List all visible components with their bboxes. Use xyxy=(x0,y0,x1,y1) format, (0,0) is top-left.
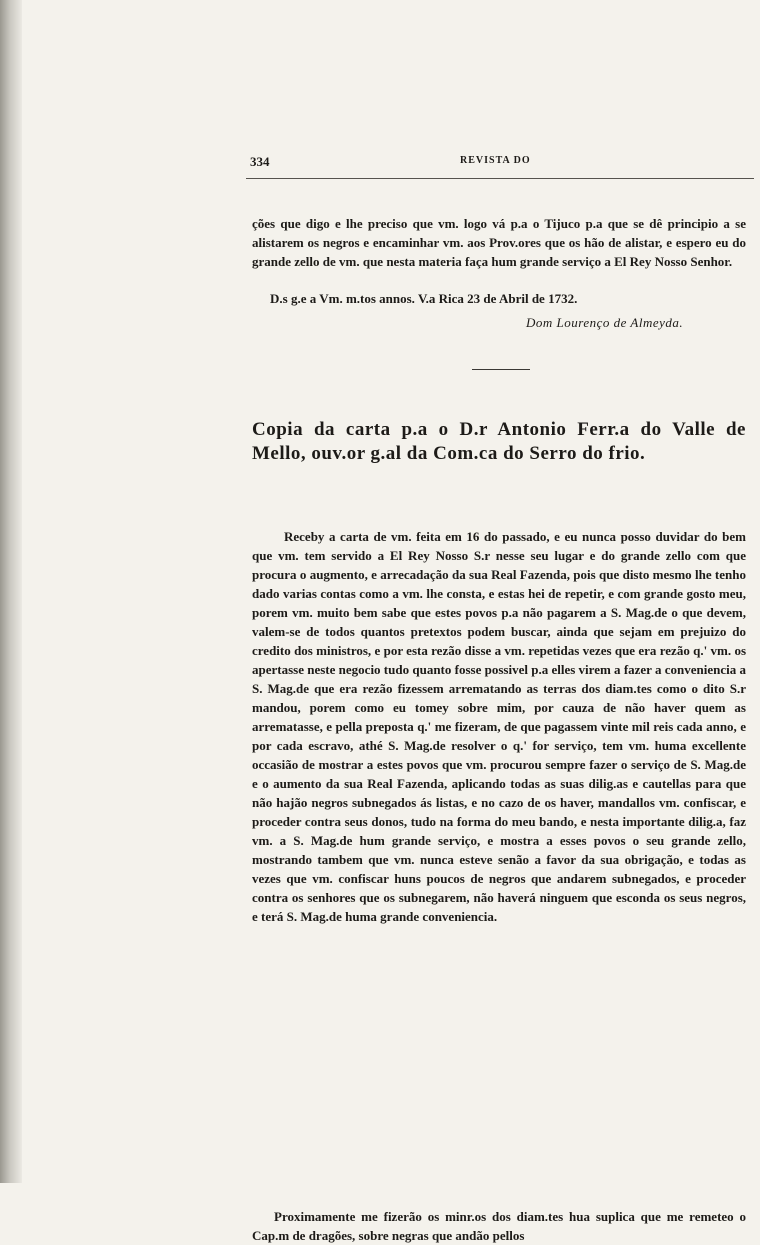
running-head: REVISTA DO xyxy=(460,155,531,166)
letter-title: Copia da carta p.a o D.r Antonio Ferr.a do Valle de Mello, ouv.or g.al da Com.ca do Serro do frio. xyxy=(252,418,746,464)
section-divider xyxy=(472,369,530,370)
page-number: 334 xyxy=(250,154,270,169)
signature: Dom Lourenço de Almeyda. xyxy=(526,315,684,330)
previous-letter-closing: D.s g.e a Vm. m.tos annos. V.a Rica 23 de Abril de 1732. xyxy=(270,291,578,306)
header-rule xyxy=(246,178,754,179)
previous-letter-body: ções que digo e lhe preciso que vm. logo vá p.a o Tijuco p.a que se dê principio a se alistarem os negros e encaminhar vm. aos Prov.ores que os hão de alistar, e espero eu do grande zello de vm. que nesta materia faça hum grande serviço a El Rey Nosso Senhor. xyxy=(252,216,746,269)
book-gutter-shadow xyxy=(0,0,22,1183)
letter-body: Receby a carta de vm. feita em 16 do passado, e eu nunca posso duvidar do bem que vm. tem servido a El Rey Nosso S.r nesse seu lugar e do grande zello com que procura o augmento, e arrecadação da sua Real Fazenda, pois que disto mesmo lhe tenho dado varias contas como a vm. lhe consta, e estas hei de repetir, e com grande gosto meu, porem vm. muito bem sabe que estes povos p.a não pagarem a S. Mag.de o que devem, valem-se de todos quantos pretextos podem buscar, ainda que sejam em prejuizo do credito dos ministros, e por esta rezão disse a vm. repetidas vezes que era rezão q.' vm. os apertasse neste negocio tudo quanto fosse possivel p.a elles virem a fazer a conveniencia a S. Mag.de que era rezão fizessem arrematando as terras dos diam.tes como o dito S.r mandou, porem como eu tomey sobre mim, por cauza de não haver quem as arrematasse, e pella preposta q.' me fizeram, de que pagassem vinte mil reis cada anno, e por cada escravo, athé S. Mag.de resolver o q.' for serviço, tem vm. huma excellente occasião de mostrar a estes povos que vm. procurou sempre fazer o serviço de S. Mag.de e o aumento da sua Real Fazenda, aplicando todas as suas dilig.as e cautellas para que não hajão negros subnegados ás listas, e no cazo de os haver, mandallos vm. confiscar, e proceder contra seus donos, tudo na forma do meu bando, e nesta importante dilig.a, faz vm. a S. Mag.de hum grande serviço, e mostra a esses povos o seu grande zello, mostrando tambem que vm. nunca esteve senão a favor da sua obrigação, e todas as vezes que vm. confiscar huns poucos de negros que andarem subnegados, e proceder contra os senhores que os subnegarem, não haverá ninguem que esconda os seus negros, e terá S. Mag.de huma grande conveniencia. xyxy=(252,529,746,924)
page-header xyxy=(242,150,758,174)
letter-body-continued: Proximamente me fizerão os minr.os dos diam.tes hua suplica que me remeteo o Cap.m de dragões, sobre negras que andão pellos xyxy=(252,1209,746,1243)
book-page xyxy=(242,150,758,1243)
